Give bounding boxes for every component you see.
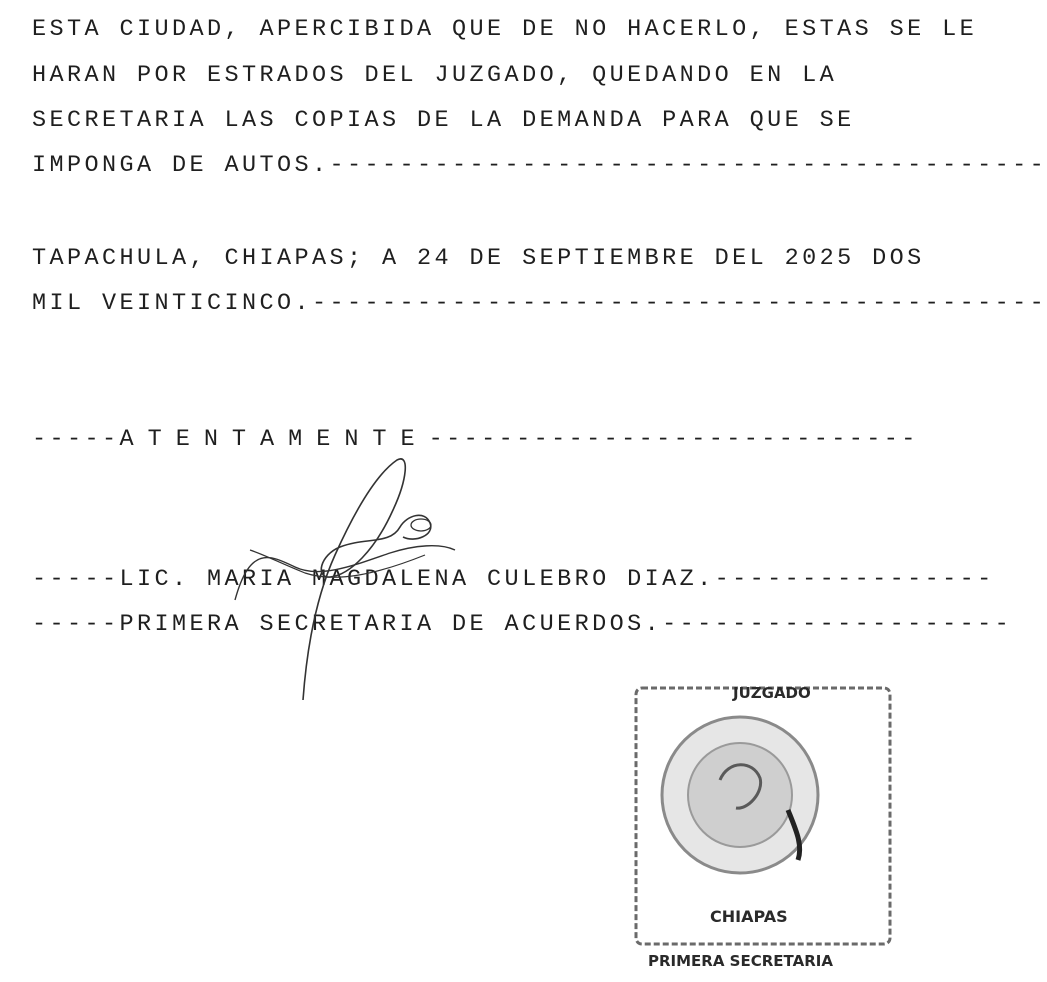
closing-suffix: ---------------------------- [428,426,919,453]
handwritten-signature [225,455,465,705]
date-line-2: MIL VEINTICINCO.------------------------------------------ [32,290,1047,317]
closing-line [32,426,919,454]
body-line-1: ESTA CIUDAD, APERCIBIDA QUE DE NO HACERLO, ESTAS SE LE [32,16,978,43]
body-line-2: HARAN POR ESTRADOS DEL JUZGADO, QUEDANDO EN LA [32,62,838,89]
official-seal-stamp [628,660,898,972]
stamp-top-text: JUZGADO [733,684,811,702]
body-line-3: SECRETARIA LAS COPIAS DE LA DEMANDA PARA QUE SE [32,107,855,134]
body-line-4: IMPONGA DE AUTOS.----------------------------------------- [32,152,1047,179]
signer-title: -----PRIMERA SECRETARIA DE ACUERDOS.-------------------- [32,611,1013,638]
stamp-state-text: CHIAPAS [710,907,788,926]
stamp-bottom-text: PRIMERA SECRETARIA [648,952,833,970]
date-line-1: TAPACHULA, CHIAPAS; A 24 DE SEPTIEMBRE DEL 2025 DOS [32,245,925,272]
closing-prefix: ----- [32,426,120,453]
closing-word: ATENTAMENTE [119,426,429,453]
signer-name: -----LIC. MARIA MAGDALENA CULEBRO DIAZ.---------------- [32,566,995,593]
